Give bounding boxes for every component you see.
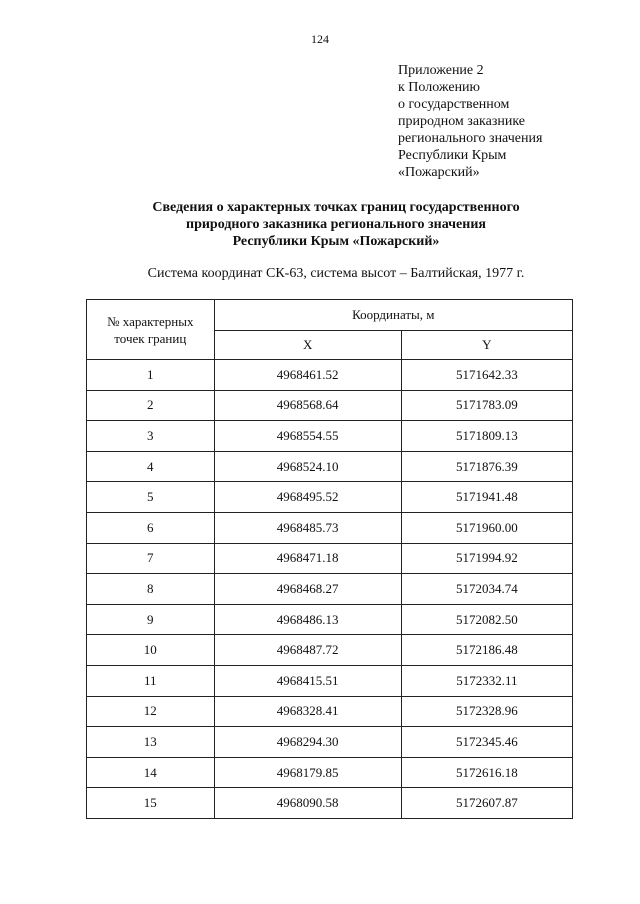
table-body xyxy=(87,360,573,819)
point-number-cell: 9 xyxy=(87,604,215,635)
y-cell: 5172328.96 xyxy=(401,696,572,727)
appendix-block xyxy=(398,62,542,181)
point-number-cell: 4 xyxy=(87,451,215,482)
x-cell: 4968568.64 xyxy=(214,390,401,421)
y-cell: 5172034.74 xyxy=(401,574,572,605)
x-cell: 4968468.27 xyxy=(214,574,401,605)
table-row xyxy=(87,696,573,727)
appendix-line: к Положению xyxy=(398,80,481,95)
x-cell: 4968524.10 xyxy=(214,451,401,482)
x-cell: 4968179.85 xyxy=(214,757,401,788)
point-number-cell: 13 xyxy=(87,727,215,758)
point-number-cell: 6 xyxy=(87,512,215,543)
x-cell: 4968554.55 xyxy=(214,421,401,452)
table-row xyxy=(87,421,573,452)
point-number-cell: 3 xyxy=(87,421,215,452)
point-number-cell: 12 xyxy=(87,696,215,727)
table-row xyxy=(87,482,573,513)
table-row xyxy=(87,604,573,635)
coordinates-header: Координаты, м xyxy=(214,300,572,331)
y-cell: 5171876.39 xyxy=(401,451,572,482)
appendix-line: регионального значения xyxy=(398,131,543,146)
x-cell: 4968415.51 xyxy=(214,665,401,696)
appendix-line: Республики Крым xyxy=(398,148,507,163)
x-cell: 4968090.58 xyxy=(214,788,401,819)
table-row xyxy=(87,788,573,819)
x-column-header: X xyxy=(214,331,401,360)
x-cell: 4968328.41 xyxy=(214,696,401,727)
x-cell: 4968294.30 xyxy=(214,727,401,758)
point-number-cell: 1 xyxy=(87,360,215,391)
x-cell: 4968486.13 xyxy=(214,604,401,635)
points-header-line: № характерных xyxy=(107,313,194,329)
table-row xyxy=(87,451,573,482)
document-title xyxy=(0,199,640,250)
y-cell: 5171783.09 xyxy=(401,390,572,421)
point-number-cell: 8 xyxy=(87,574,215,605)
y-cell: 5171809.13 xyxy=(401,421,572,452)
point-number-cell: 2 xyxy=(87,390,215,421)
y-cell: 5172332.11 xyxy=(401,665,572,696)
points-header-line: точек границ xyxy=(114,330,187,346)
coordinates-table xyxy=(86,299,573,819)
table-row xyxy=(87,512,573,543)
coordinate-system-note: Система координат СК-63, система высот – Балтийская, 1977 г. xyxy=(147,266,525,281)
y-cell: 5172607.87 xyxy=(401,788,572,819)
y-column-header: Y xyxy=(401,331,572,360)
x-cell: 4968471.18 xyxy=(214,543,401,574)
table-row xyxy=(87,574,573,605)
table-row xyxy=(87,360,573,391)
appendix-line: природном заказнике xyxy=(398,114,526,129)
appendix-line: Приложение 2 xyxy=(398,63,484,78)
point-number-cell: 7 xyxy=(87,543,215,574)
y-cell: 5171960.00 xyxy=(401,512,572,543)
point-number-cell: 14 xyxy=(87,757,215,788)
title-line: Республики Крым «Пожарский» xyxy=(232,234,440,249)
title-line: Сведения о характерных точках границ государственного xyxy=(152,200,520,215)
points-column-header xyxy=(87,300,215,360)
table-row xyxy=(87,727,573,758)
y-cell: 5172082.50 xyxy=(401,604,572,635)
y-cell: 5171642.33 xyxy=(401,360,572,391)
y-cell: 5172186.48 xyxy=(401,635,572,666)
table-row xyxy=(87,543,573,574)
point-number-cell: 10 xyxy=(87,635,215,666)
x-cell: 4968461.52 xyxy=(214,360,401,391)
x-cell: 4968495.52 xyxy=(214,482,401,513)
point-number-cell: 11 xyxy=(87,665,215,696)
x-cell: 4968485.73 xyxy=(214,512,401,543)
table-row xyxy=(87,665,573,696)
y-cell: 5171941.48 xyxy=(401,482,572,513)
table-row xyxy=(87,390,573,421)
y-cell: 5172616.18 xyxy=(401,757,572,788)
page-number: 124 xyxy=(311,32,329,46)
point-number-cell: 15 xyxy=(87,788,215,819)
y-cell: 5172345.46 xyxy=(401,727,572,758)
x-cell: 4968487.72 xyxy=(214,635,401,666)
table-row xyxy=(87,757,573,788)
table-row xyxy=(87,635,573,666)
title-line: природного заказника регионального значения xyxy=(186,217,486,232)
point-number-cell: 5 xyxy=(87,482,215,513)
appendix-line: «Пожарский» xyxy=(398,165,480,180)
appendix-line: о государственном xyxy=(398,97,510,112)
y-cell: 5171994.92 xyxy=(401,543,572,574)
